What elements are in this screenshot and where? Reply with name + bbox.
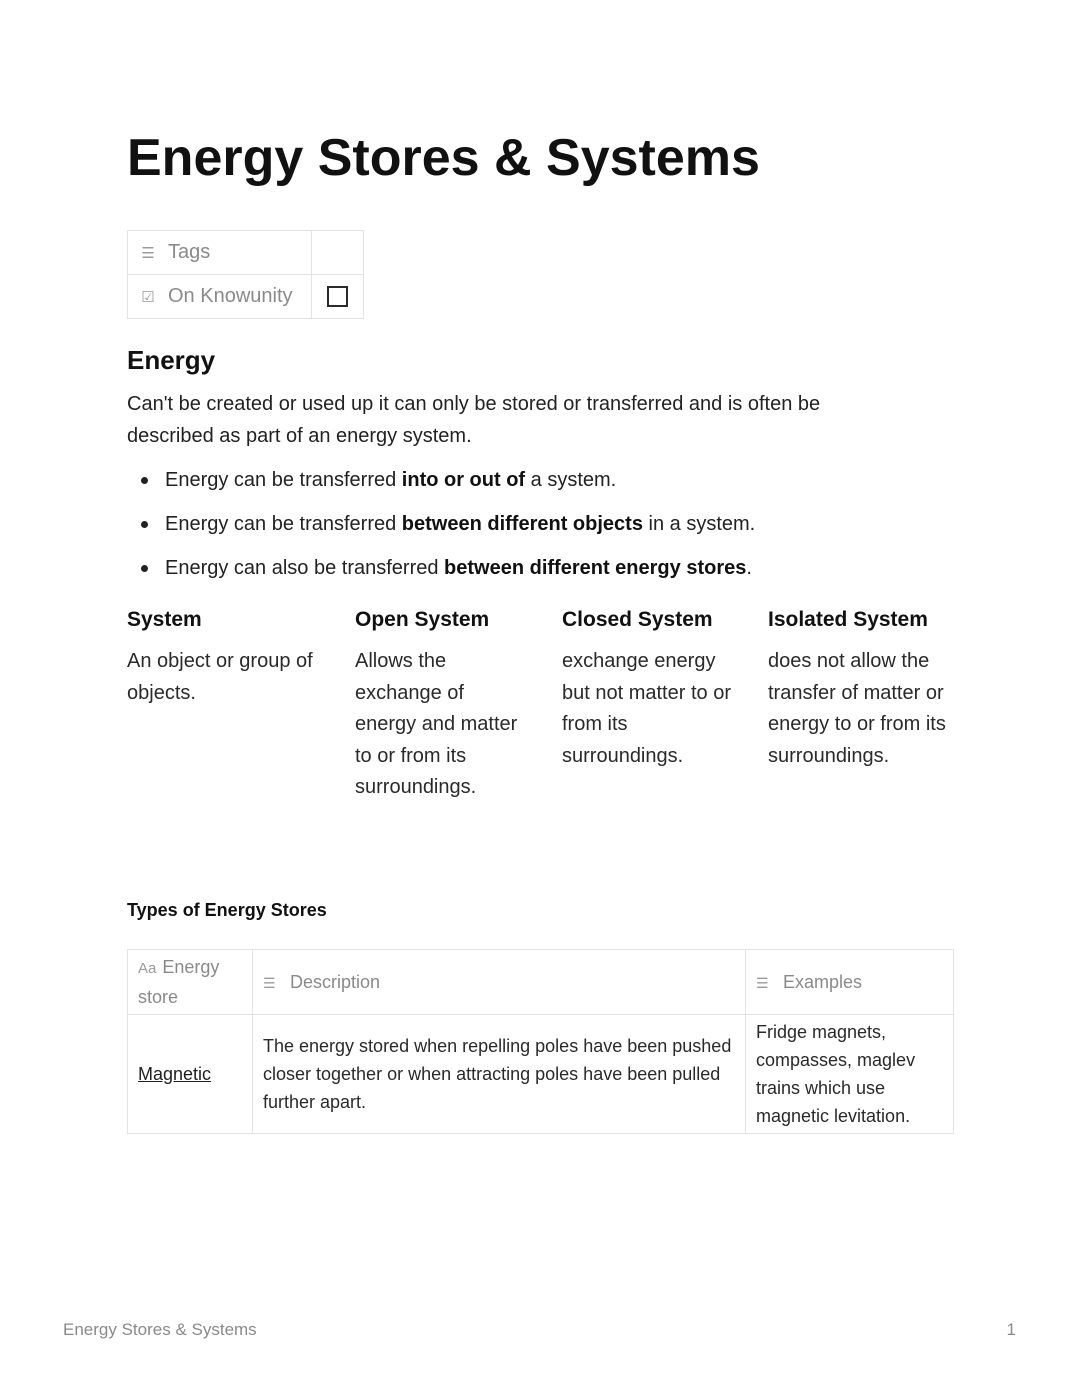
energy-intro: Can't be created or used up it can only be stored or transferred and is often be described as part of an energy system.	[127, 393, 821, 447]
closed-system-heading: Closed System	[562, 608, 713, 631]
open-system-text: Allows the exchange of energy and matter to or from its surroundings.	[355, 650, 518, 798]
page-number: 1	[1006, 1320, 1016, 1339]
isolated-system-column	[768, 608, 953, 772]
list-item: Energy can be transferred into or out of a system.	[127, 462, 755, 506]
table-row	[128, 1015, 954, 1134]
energy-stores-table	[127, 949, 954, 1134]
column-header-description[interactable]: ☰ Description	[253, 950, 746, 1015]
property-row-tags	[128, 231, 364, 275]
energy-bullet-list	[127, 462, 755, 594]
system-column	[127, 608, 317, 709]
list-item: Energy can be transferred between different objects in a system.	[127, 506, 755, 550]
column-header-examples[interactable]: ☰ Examples	[746, 950, 954, 1015]
text-lines-icon: ☰	[756, 974, 769, 991]
tags-value[interactable]	[312, 231, 364, 275]
table-cell-examples: Fridge magnets, compasses, maglev trains which use magnetic levitation.	[746, 1015, 954, 1134]
property-label: On Knowunity	[168, 285, 293, 307]
isolated-system-heading: Isolated System	[768, 608, 928, 631]
property-row-on-knowunity	[128, 275, 364, 319]
closed-system-text: exchange energy but not matter to or from its surroundings.	[562, 650, 731, 767]
footer-title: Energy Stores & Systems	[63, 1320, 257, 1339]
open-system-heading: Open System	[355, 608, 490, 631]
table-cell-description: The energy stored when repelling poles have been pushed closer together or when attracting poles have been pulled further apart.	[253, 1015, 746, 1134]
open-system-column	[355, 608, 527, 804]
system-text: An object or group of objects.	[127, 650, 313, 704]
section-heading-energy: Energy	[127, 345, 216, 375]
checkbox-icon: ☑	[141, 288, 155, 306]
text-lines-icon: ☰	[263, 974, 276, 991]
property-key	[128, 275, 312, 319]
property-key	[128, 231, 312, 275]
property-label: Tags	[168, 241, 211, 263]
section-heading-types: Types of Energy Stores	[127, 900, 327, 920]
list-item: Energy can also be transferred between different energy stores.	[127, 550, 755, 594]
on-knowunity-value	[312, 275, 364, 319]
list-icon: ☰	[141, 244, 155, 262]
page-title: Energy Stores & Systems	[127, 129, 760, 187]
table-cell-store	[128, 1015, 253, 1134]
column-header-energy-store[interactable]: Aa Energy store	[128, 950, 253, 1015]
system-heading: System	[127, 608, 202, 631]
on-knowunity-checkbox[interactable]	[327, 286, 348, 307]
title-property-icon: Aa	[138, 960, 157, 977]
closed-system-column	[562, 608, 737, 772]
properties-table	[127, 230, 364, 319]
table-header-row	[128, 950, 954, 1015]
isolated-system-text: does not allow the transfer of matter or energy to or from its surroundings.	[768, 650, 946, 767]
store-link[interactable]: Magnetic	[138, 1064, 212, 1084]
